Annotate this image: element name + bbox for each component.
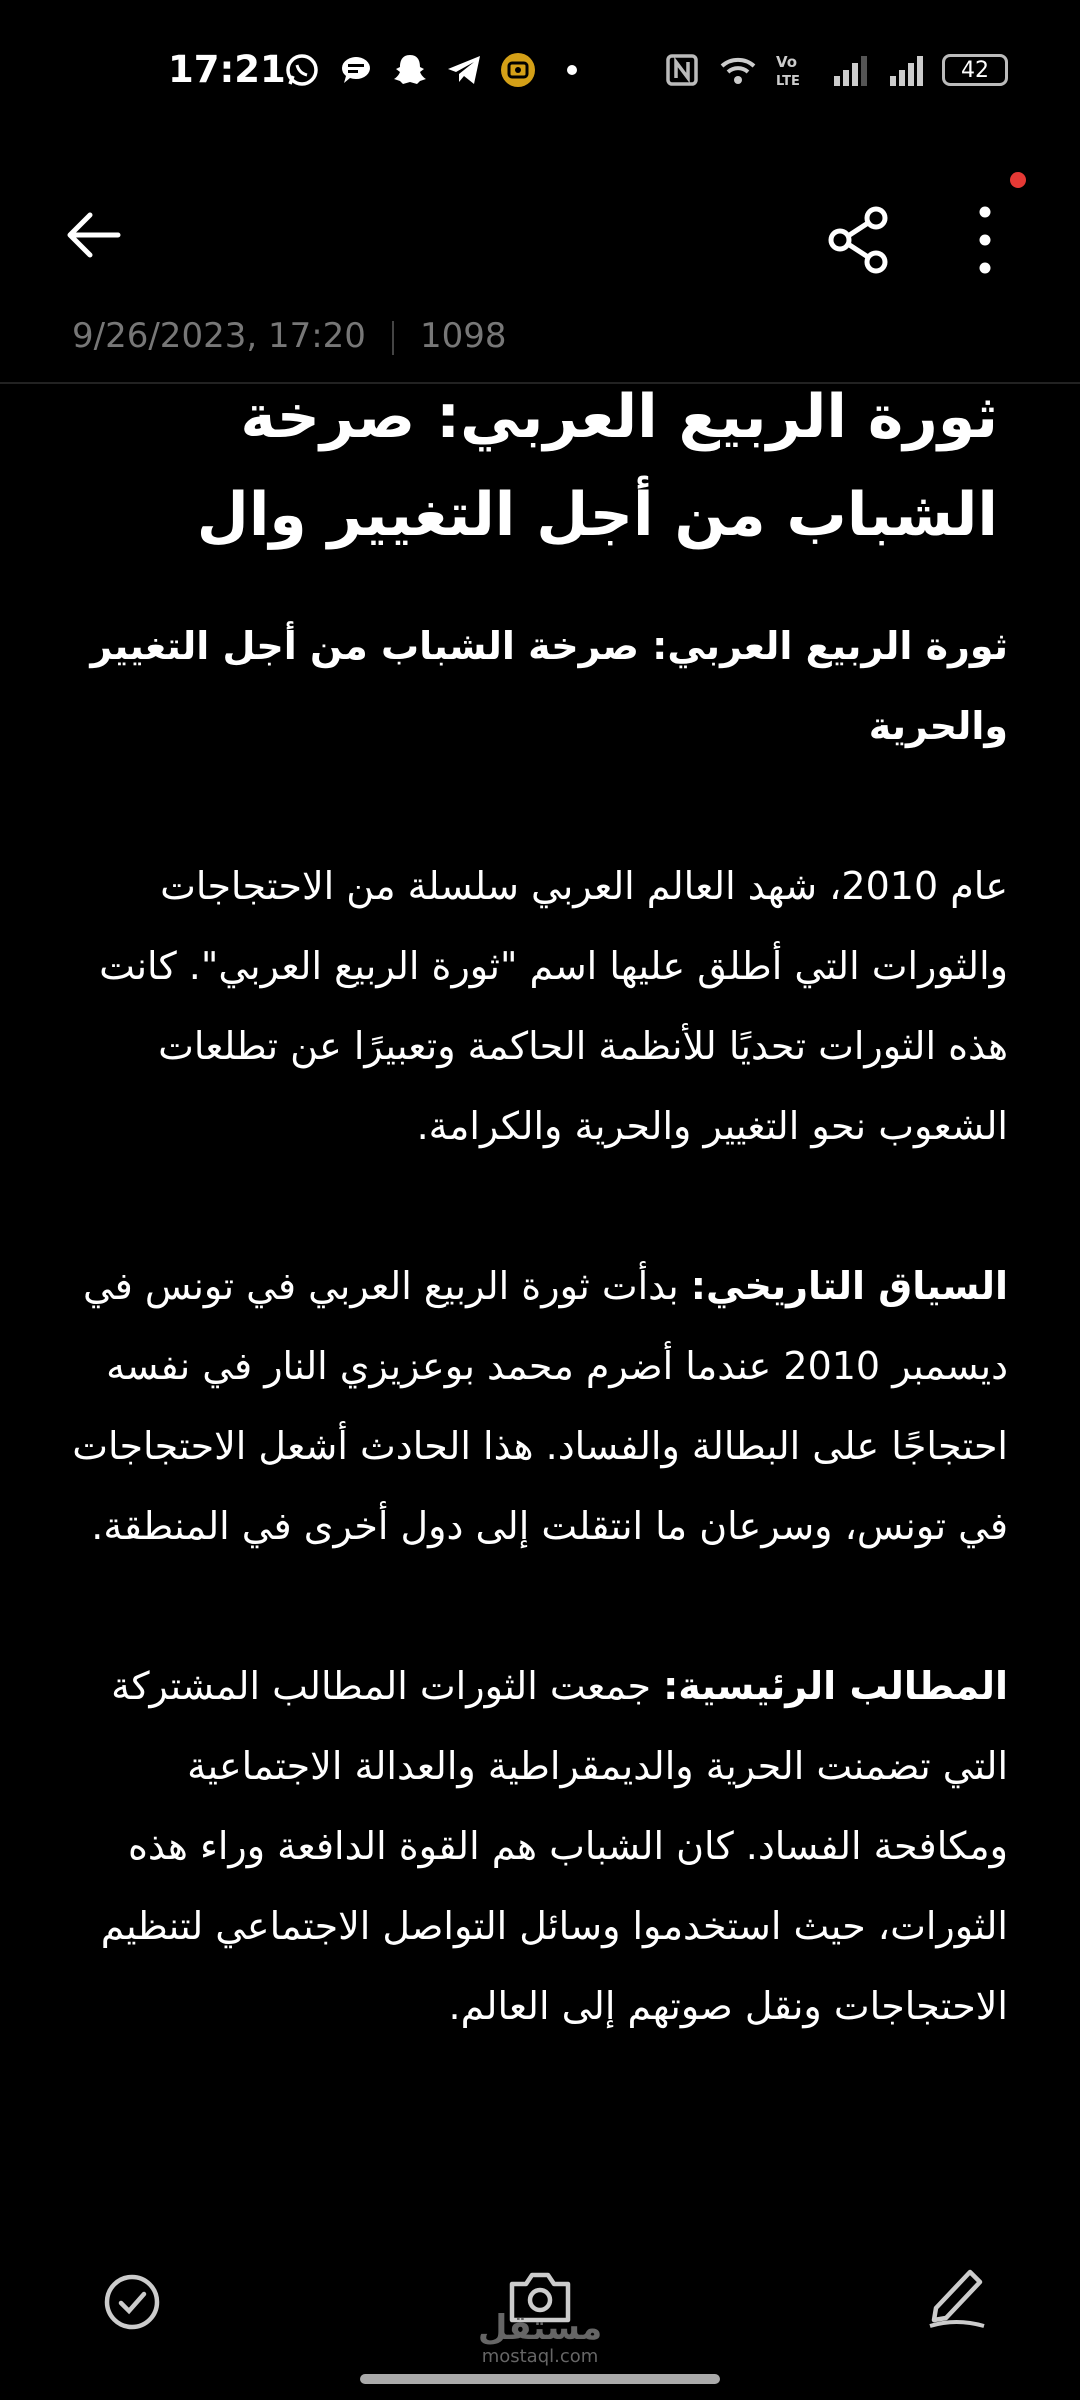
note-date: 9/26/2023, 17:20 <box>72 316 366 356</box>
note-meta <box>72 316 506 356</box>
section-heading: السياق التاريخي: <box>690 1264 1008 1308</box>
note-section-demands <box>48 1646 1008 2046</box>
watermark-arabic: مستقل <box>477 2308 603 2348</box>
note-title[interactable]: ثورة الربيع العربي: صرخة الشباب من أجل التغيير وال <box>196 382 998 550</box>
check-circle-icon[interactable] <box>100 2270 164 2334</box>
status-time: 17:21 <box>168 48 286 91</box>
whatsapp-icon <box>282 50 322 90</box>
nfc-icon <box>662 50 702 90</box>
more-vertical-icon[interactable] <box>960 198 1010 282</box>
watermark-url: mostaql.com <box>481 2346 599 2367</box>
note-section-historical <box>48 1246 1008 1566</box>
share-icon[interactable] <box>820 200 900 280</box>
note-subtitle: ثورة الربيع العربي: صرخة الشباب من أجل التغيير والحرية <box>90 624 1008 748</box>
notification-dot <box>1010 172 1026 188</box>
meta-separator <box>392 321 394 355</box>
signal-icon-2 <box>886 50 926 90</box>
home-indicator[interactable] <box>360 2374 720 2384</box>
section-text: جمعت الثورات المطالب المشتركة التي تضمنت الحرية والديمقراطية والعدالة الاجتماعية ومكافحة الفساد. كان الشباب هم القوة الدافعة وراء هذه الثورات، حيث استخدموا وسائل التواصل الاجتماعي لتنظيم الاحتجاجات ونقل صوتهم إلى العالم. <box>100 1664 1008 2028</box>
note-toolbar <box>0 170 1080 290</box>
pencil-icon[interactable] <box>920 2258 994 2332</box>
dot-icon <box>552 50 592 90</box>
note-char-count: 1098 <box>419 316 507 356</box>
note-body[interactable] <box>48 606 1008 2126</box>
status-bar <box>0 0 1080 140</box>
signal-icon-1 <box>830 50 870 90</box>
system-icons <box>662 50 1008 90</box>
svg-text:LTE: LTE <box>776 74 800 89</box>
notification-icons <box>282 50 592 90</box>
chat-bubble-icon <box>336 50 376 90</box>
wifi-icon <box>718 50 758 90</box>
tv-app-icon <box>498 50 538 90</box>
volte-icon <box>774 50 814 90</box>
section-heading: المطالب الرئيسية: <box>663 1664 1008 1708</box>
watermark <box>470 2310 610 2367</box>
bottom-toolbar <box>0 2210 1080 2400</box>
note-intro-paragraph: عام 2010، شهد العالم العربي سلسلة من الاحتجاجات والثورات التي أطلق عليها اسم "ثورة الربيع العربي". كانت هذه الثورات تحديًا للأنظمة الحاكمة وتعبيرًا عن تطلعات الشعوب نحو التغيير والحرية والكرامة. <box>99 864 1008 1148</box>
battery-indicator: 42 <box>942 54 1008 86</box>
section-text: بدأت ثورة الربيع العربي في تونس في ديسمبر 2010 عندما أضرم محمد بوعزيزي النار في نفسه احتجاجًا على البطالة والفساد. هذا الحادث أشعل الاحتجاجات في تونس، وسرعان ما انتقلت إلى دول أخرى في المنطقة. <box>72 1264 1008 1548</box>
arrow-left-icon[interactable] <box>60 200 130 270</box>
svg-text:Vo: Vo <box>776 53 798 71</box>
snapchat-icon <box>390 50 430 90</box>
telegram-icon <box>444 50 484 90</box>
